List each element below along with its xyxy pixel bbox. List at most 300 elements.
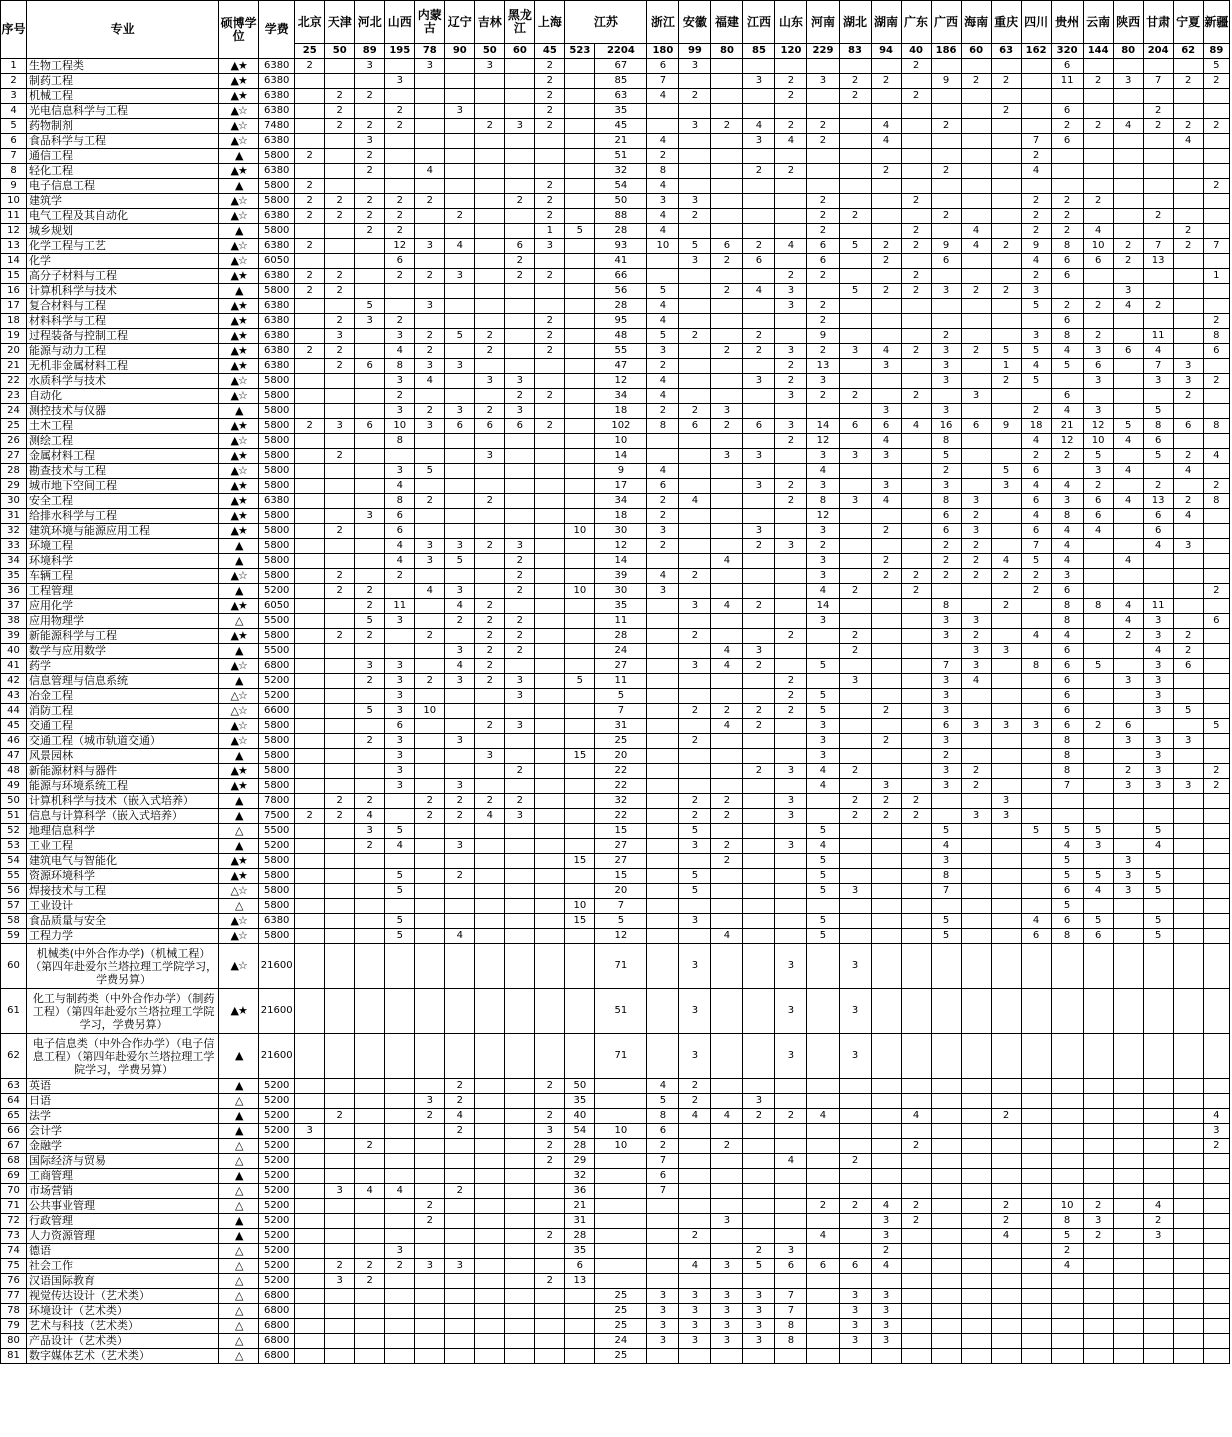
quota-cell: [1051, 1139, 1083, 1154]
quota-cell: [711, 1154, 743, 1169]
quota-cell: 4: [711, 659, 743, 674]
quota-cell: [325, 1319, 355, 1334]
quota-cell: [565, 554, 595, 569]
quota-cell: [415, 254, 445, 269]
quota-cell: 1: [991, 359, 1021, 374]
quota-cell: [1203, 1259, 1229, 1274]
quota-cell: [325, 644, 355, 659]
seq-cell: 79: [1, 1319, 27, 1334]
quota-cell: 6: [385, 509, 415, 524]
quota-cell: 3: [385, 689, 415, 704]
quota-cell: [1083, 779, 1113, 794]
seq-cell: 43: [1, 689, 27, 704]
quota-cell: [1051, 1349, 1083, 1364]
quota-cell: 7: [595, 899, 647, 914]
quota-cell: [535, 464, 565, 479]
quota-cell: 5: [1083, 824, 1113, 839]
quota-cell: 4: [1021, 479, 1051, 494]
quota-cell: 5: [355, 704, 385, 719]
quota-cell: 9: [991, 419, 1021, 434]
quota-cell: [1083, 134, 1113, 149]
quota-cell: 2: [901, 569, 931, 584]
quota-cell: 2: [871, 74, 901, 89]
major-cell: 机械工程: [27, 89, 219, 104]
quota-cell: [1083, 179, 1113, 194]
quota-cell: 32: [595, 164, 647, 179]
quota-cell: [743, 1079, 775, 1094]
quota-cell: 21: [1051, 419, 1083, 434]
quota-cell: 7: [1203, 239, 1229, 254]
quota-cell: [1113, 509, 1143, 524]
quota-cell: 5: [931, 449, 961, 464]
quota-cell: [775, 224, 807, 239]
quota-cell: 2: [505, 254, 535, 269]
quota-cell: [1051, 1109, 1083, 1124]
quota-cell: 4: [775, 1154, 807, 1169]
quota-cell: [505, 494, 535, 509]
quota-cell: [295, 389, 325, 404]
quota-cell: [931, 299, 961, 314]
quota-cell: [295, 839, 325, 854]
quota-cell: [475, 164, 505, 179]
quota-cell: 3: [679, 194, 711, 209]
quota-cell: [475, 1244, 505, 1259]
quota-cell: 3: [385, 704, 415, 719]
quota-cell: 4: [445, 659, 475, 674]
quota-cell: [535, 824, 565, 839]
quota-cell: [415, 1154, 445, 1169]
quota-cell: [711, 764, 743, 779]
quota-cell: [325, 599, 355, 614]
quota-cell: 3: [1021, 329, 1051, 344]
table-row: [1, 899, 1230, 914]
quota-cell: [445, 989, 475, 1034]
quota-cell: 2: [1143, 119, 1173, 134]
quota-cell: [535, 674, 565, 689]
quota-cell: [535, 899, 565, 914]
quota-cell: [1143, 944, 1173, 989]
quota-cell: [901, 734, 931, 749]
province-total-cell: 60: [961, 44, 991, 59]
quota-cell: 2: [647, 509, 679, 524]
quota-cell: [385, 794, 415, 809]
major-cell: 公共事业管理: [27, 1199, 219, 1214]
quota-cell: [355, 749, 385, 764]
degree-cell: ▲★: [219, 629, 259, 644]
quota-cell: [961, 1154, 991, 1169]
quota-cell: 2: [647, 359, 679, 374]
quota-cell: [1203, 1079, 1229, 1094]
quota-cell: 3: [931, 764, 961, 779]
quota-cell: [445, 1169, 475, 1184]
quota-cell: [1021, 1034, 1051, 1079]
quota-cell: 3: [991, 479, 1021, 494]
major-cell: 自动化: [27, 389, 219, 404]
quota-cell: [385, 1109, 415, 1124]
quota-cell: [445, 914, 475, 929]
quota-cell: [1021, 179, 1051, 194]
quota-cell: [743, 809, 775, 824]
seq-cell: 53: [1, 839, 27, 854]
quota-cell: [355, 914, 385, 929]
quota-cell: 4: [1173, 134, 1203, 149]
quota-cell: [961, 89, 991, 104]
quota-cell: [1173, 1349, 1203, 1364]
quota-cell: [901, 209, 931, 224]
quota-cell: [711, 314, 743, 329]
quota-cell: [565, 449, 595, 464]
quota-cell: [711, 134, 743, 149]
quota-cell: 4: [961, 239, 991, 254]
quota-cell: [415, 719, 445, 734]
quota-cell: [535, 449, 565, 464]
quota-cell: 3: [1143, 1229, 1173, 1244]
quota-cell: [775, 1229, 807, 1244]
quota-cell: [355, 374, 385, 389]
quota-cell: [839, 779, 871, 794]
table-row: [1, 704, 1230, 719]
major-cell: 电子信息工程: [27, 179, 219, 194]
table-row: [1, 554, 1230, 569]
degree-cell: ▲★: [219, 989, 259, 1034]
quota-cell: [839, 509, 871, 524]
quota-cell: 3: [355, 314, 385, 329]
degree-cell: ▲☆: [219, 134, 259, 149]
quota-cell: 4: [647, 569, 679, 584]
quota-cell: [1113, 584, 1143, 599]
quota-cell: [1113, 1079, 1143, 1094]
quota-cell: [415, 434, 445, 449]
quota-cell: 4: [711, 719, 743, 734]
quota-cell: [565, 269, 595, 284]
quota-cell: [775, 659, 807, 674]
quota-cell: [595, 1199, 647, 1214]
quota-cell: [385, 1289, 415, 1304]
quota-cell: [743, 569, 775, 584]
quota-cell: [1051, 794, 1083, 809]
quota-cell: [1083, 1304, 1113, 1319]
quota-cell: 2: [535, 1109, 565, 1124]
quota-cell: [385, 809, 415, 824]
quota-cell: [711, 674, 743, 689]
quota-cell: [807, 1319, 839, 1334]
quota-cell: [1173, 839, 1203, 854]
quota-cell: [1021, 59, 1051, 74]
quota-cell: 3: [807, 719, 839, 734]
quota-cell: [839, 899, 871, 914]
quota-cell: 88: [595, 209, 647, 224]
quota-cell: [565, 734, 595, 749]
quota-cell: [679, 134, 711, 149]
quota-cell: 3: [807, 569, 839, 584]
seq-cell: 16: [1, 284, 27, 299]
quota-cell: [991, 1079, 1021, 1094]
quota-cell: [931, 269, 961, 284]
quota-cell: [775, 329, 807, 344]
quota-cell: [839, 1184, 871, 1199]
quota-cell: 25: [595, 1349, 647, 1364]
quota-cell: 4: [871, 119, 901, 134]
quota-cell: [901, 134, 931, 149]
quota-cell: [901, 299, 931, 314]
quota-cell: [1113, 1334, 1143, 1349]
quota-cell: [679, 374, 711, 389]
quota-cell: 25: [595, 1304, 647, 1319]
table-row: [1, 134, 1230, 149]
degree-cell: ▲: [219, 749, 259, 764]
seq-cell: 66: [1, 1124, 27, 1139]
quota-cell: [475, 1094, 505, 1109]
degree-cell: ▲☆: [219, 434, 259, 449]
quota-cell: 4: [415, 374, 445, 389]
seq-cell: 3: [1, 89, 27, 104]
quota-cell: [1173, 284, 1203, 299]
quota-cell: [295, 614, 325, 629]
quota-cell: [565, 884, 595, 899]
quota-cell: 5: [1083, 914, 1113, 929]
quota-cell: [445, 1349, 475, 1364]
quota-cell: 2: [679, 209, 711, 224]
quota-cell: 2: [991, 239, 1021, 254]
quota-cell: [1143, 389, 1173, 404]
table-row: [1, 239, 1230, 254]
quota-cell: [775, 734, 807, 749]
quota-cell: [991, 224, 1021, 239]
quota-cell: 3: [445, 404, 475, 419]
quota-cell: [931, 1274, 961, 1289]
quota-cell: [1143, 809, 1173, 824]
quota-cell: [505, 1289, 535, 1304]
quota-cell: [385, 944, 415, 989]
quota-cell: [325, 254, 355, 269]
quota-cell: [961, 1229, 991, 1244]
quota-cell: [961, 689, 991, 704]
quota-cell: 18: [1021, 419, 1051, 434]
quota-cell: 2: [711, 1139, 743, 1154]
quota-cell: [839, 194, 871, 209]
quota-cell: [743, 839, 775, 854]
quota-cell: [961, 1259, 991, 1274]
quota-cell: 8: [931, 869, 961, 884]
quota-cell: 2: [475, 629, 505, 644]
quota-cell: [901, 374, 931, 389]
quota-cell: 2: [871, 734, 901, 749]
quota-cell: 2: [775, 704, 807, 719]
quota-cell: 2: [901, 284, 931, 299]
quota-cell: 2: [871, 554, 901, 569]
quota-cell: 3: [679, 1034, 711, 1079]
table-row: [1, 1214, 1230, 1229]
table-row: [1, 1154, 1230, 1169]
quota-cell: 5: [1143, 884, 1173, 899]
quota-cell: 4: [807, 464, 839, 479]
quota-cell: 2: [295, 419, 325, 434]
quota-cell: [991, 1094, 1021, 1109]
quota-cell: 4: [1051, 1259, 1083, 1274]
quota-cell: 2: [807, 224, 839, 239]
quota-cell: [647, 599, 679, 614]
quota-cell: [743, 884, 775, 899]
quota-cell: [565, 209, 595, 224]
quota-cell: 2: [1173, 239, 1203, 254]
quota-cell: 2: [1113, 239, 1143, 254]
quota-cell: 3: [807, 374, 839, 389]
quota-cell: [415, 1169, 445, 1184]
major-cell: 计算机科学与技术: [27, 284, 219, 299]
quota-cell: [901, 989, 931, 1034]
quota-cell: [1051, 164, 1083, 179]
quota-cell: 5: [807, 929, 839, 944]
quota-cell: [445, 284, 475, 299]
quota-cell: [807, 89, 839, 104]
quota-cell: 5: [1051, 824, 1083, 839]
quota-cell: 2: [445, 209, 475, 224]
quota-cell: [1113, 1289, 1143, 1304]
table-row: [1, 74, 1230, 89]
quota-cell: 6: [711, 239, 743, 254]
quota-cell: 2: [475, 794, 505, 809]
quota-cell: 3: [445, 734, 475, 749]
major-cell: 水质科学与技术: [27, 374, 219, 389]
fee-cell: 5200: [259, 1244, 295, 1259]
quota-cell: 2: [415, 1109, 445, 1124]
quota-cell: [1113, 449, 1143, 464]
quota-cell: [1173, 599, 1203, 614]
quota-cell: [1173, 1319, 1203, 1334]
quota-cell: [679, 434, 711, 449]
quota-cell: [991, 1319, 1021, 1334]
quota-cell: [871, 464, 901, 479]
quota-cell: [1083, 1034, 1113, 1079]
quota-cell: [901, 1304, 931, 1319]
quota-cell: 2: [325, 524, 355, 539]
major-cell: 电气工程及其自动化: [27, 209, 219, 224]
quota-cell: 3: [647, 1304, 679, 1319]
quota-cell: [775, 509, 807, 524]
quota-cell: [1203, 1229, 1229, 1244]
quota-cell: [1021, 809, 1051, 824]
quota-cell: [647, 824, 679, 839]
quota-cell: 3: [807, 614, 839, 629]
quota-cell: [445, 89, 475, 104]
quota-cell: [839, 59, 871, 74]
quota-cell: [1113, 479, 1143, 494]
quota-cell: 2: [901, 224, 931, 239]
quota-cell: [1021, 89, 1051, 104]
quota-cell: 2: [505, 644, 535, 659]
quota-cell: [1203, 1274, 1229, 1289]
quota-cell: [355, 689, 385, 704]
quota-cell: [295, 134, 325, 149]
quota-cell: [295, 644, 325, 659]
quota-cell: [325, 164, 355, 179]
fee-cell: 5200: [259, 1184, 295, 1199]
quota-cell: 4: [1173, 509, 1203, 524]
province-total-cell: 523: [565, 44, 595, 59]
quota-cell: [415, 509, 445, 524]
quota-cell: [775, 1184, 807, 1199]
fee-cell: 5800: [259, 629, 295, 644]
quota-cell: [743, 584, 775, 599]
quota-cell: 2: [415, 674, 445, 689]
quota-cell: 3: [807, 449, 839, 464]
quota-cell: [839, 824, 871, 839]
quota-cell: [415, 524, 445, 539]
quota-cell: [961, 104, 991, 119]
quota-cell: 15: [595, 869, 647, 884]
quota-cell: 25: [595, 1289, 647, 1304]
quota-cell: 2: [355, 89, 385, 104]
col-province: 湖南: [871, 1, 901, 44]
quota-cell: 2: [415, 1214, 445, 1229]
quota-cell: 2: [535, 209, 565, 224]
quota-cell: 5: [385, 884, 415, 899]
quota-cell: [295, 1214, 325, 1229]
quota-cell: 2: [385, 314, 415, 329]
province-total-cell: 40: [901, 44, 931, 59]
quota-cell: 2: [535, 1139, 565, 1154]
quota-cell: 4: [385, 839, 415, 854]
quota-cell: [1021, 899, 1051, 914]
quota-cell: 3: [325, 1274, 355, 1289]
quota-cell: 3: [445, 359, 475, 374]
seq-cell: 38: [1, 614, 27, 629]
quota-cell: [1173, 989, 1203, 1034]
quota-cell: [325, 434, 355, 449]
quota-cell: [1203, 509, 1229, 524]
quota-cell: 10: [647, 239, 679, 254]
quota-cell: [325, 479, 355, 494]
quota-cell: 2: [807, 194, 839, 209]
degree-cell: △: [219, 1349, 259, 1364]
quota-cell: [445, 1214, 475, 1229]
quota-cell: [961, 884, 991, 899]
major-cell: 冶金工程: [27, 689, 219, 704]
quota-cell: [711, 1199, 743, 1214]
quota-cell: 3: [1083, 344, 1113, 359]
quota-cell: [355, 944, 385, 989]
degree-cell: ▲☆: [219, 239, 259, 254]
quota-cell: [295, 629, 325, 644]
table-row: [1, 1229, 1230, 1244]
quota-cell: [1173, 1094, 1203, 1109]
quota-cell: [535, 434, 565, 449]
quota-cell: [445, 749, 475, 764]
quota-cell: 3: [415, 554, 445, 569]
table-row: [1, 464, 1230, 479]
quota-cell: [1113, 1214, 1143, 1229]
quota-cell: [743, 869, 775, 884]
quota-cell: [505, 884, 535, 899]
quota-cell: 5: [1143, 929, 1173, 944]
major-cell: 工商管理: [27, 1169, 219, 1184]
quota-cell: 2: [355, 734, 385, 749]
quota-cell: 2: [1051, 1244, 1083, 1259]
quota-cell: [991, 59, 1021, 74]
degree-cell: △: [219, 1319, 259, 1334]
quota-cell: [807, 1034, 839, 1079]
quota-cell: [565, 569, 595, 584]
quota-cell: [1173, 1034, 1203, 1079]
quota-cell: [385, 1214, 415, 1229]
quota-cell: [961, 929, 991, 944]
major-cell: 给排水科学与工程: [27, 509, 219, 524]
quota-cell: [775, 584, 807, 599]
quota-cell: 6: [743, 419, 775, 434]
quota-cell: 3: [415, 419, 445, 434]
quota-cell: [839, 1079, 871, 1094]
quota-cell: [711, 194, 743, 209]
